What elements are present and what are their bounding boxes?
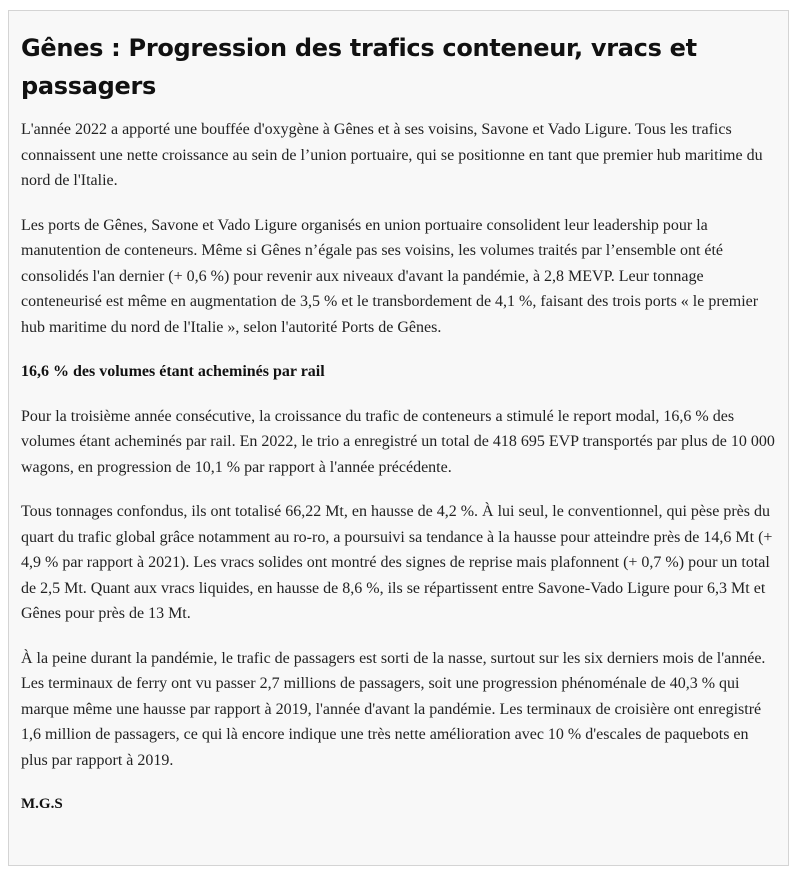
- article-title: Gênes : Progression des trafics conteneur, vracs et passagers: [21, 34, 697, 100]
- article-paragraph-containers: Les ports de Gênes, Savone et Vado Ligure organisés en union portuaire consolident leur leadership pour la manutention de conteneurs. Même si Gênes n’égale pas ses voisins, les volumes traités par l’ensemble ont été consolidés l'an dernier (+ 0,6 %) pour revenir aux niveaux d'avant la pandémie, à 2,8 MEVP. Leur tonnage conteneurisé est même en augmentation de 3,5 % et le transbordement de 4,1 %, faisant des trois ports « le premier hub maritime du nord de l'Italie », selon l'autorité Ports de Gênes.: [21, 216, 759, 336]
- article-paragraph-passengers: À la peine durant la pandémie, le trafic de passagers est sorti de la nasse, surtout sur les six derniers mois de l'année. Les terminaux de ferry ont vu passer 2,7 millions de passagers, soit une progression phénoménale de 40,3 % qui marque même une hausse par rapport à 2019, l'année d'avant la pandémie. Les terminaux de croisière ont enregistré 1,6 million de passagers, ce qui là encore indique une très nette amélioration avec 10 % d'escales de paquebots en plus par rapport à 2019.: [21, 649, 766, 769]
- article-signature: M.G.S: [21, 796, 63, 812]
- article-subheading: 16,6 % des volumes étant acheminés par rail: [21, 363, 325, 380]
- article-card: [8, 10, 789, 866]
- article-paragraph-tonnage: Tous tonnages confondus, ils ont totalisé 66,22 Mt, en hausse de 4,2 %. À lui seul, le conventionnel, qui pèse près du quart du trafic global grâce notamment au ro-ro, a poursuivi sa tendance à la hausse pour atteindre près de 14,6 Mt (+ 4,9 % par rapport à 2021). Les vracs solides ont montré des signes de reprise mais plafonnent (+ 0,7 %) pour un total de 2,5 Mt. Quant aux vracs liquides, en hausse de 8,6 %, ils se répartissent entre Savone-Vado Ligure pour 6,3 Mt et Gênes pour près de 13 Mt.: [21, 503, 773, 622]
- article-paragraph-intro: L'année 2022 a apporté une bouffée d'oxygène à Gênes et à ses voisins, Savone et Vado Ligure. Tous les trafics connaissent une nette croissance au sein de l’union portuaire, qui se positionne en tant que premier hub maritime du nord de l'Italie.: [21, 121, 763, 189]
- article-paragraph-rail: Pour la troisième année consécutive, la croissance du trafic de conteneurs a stimulé le report modal, 16,6 % des volumes étant acheminés par rail. En 2022, le trio a enregistré un total de 418 695 EVP transportés par plus de 10 000 wagons, en progression de 10,1 % par rapport à l'année précédente.: [21, 407, 775, 476]
